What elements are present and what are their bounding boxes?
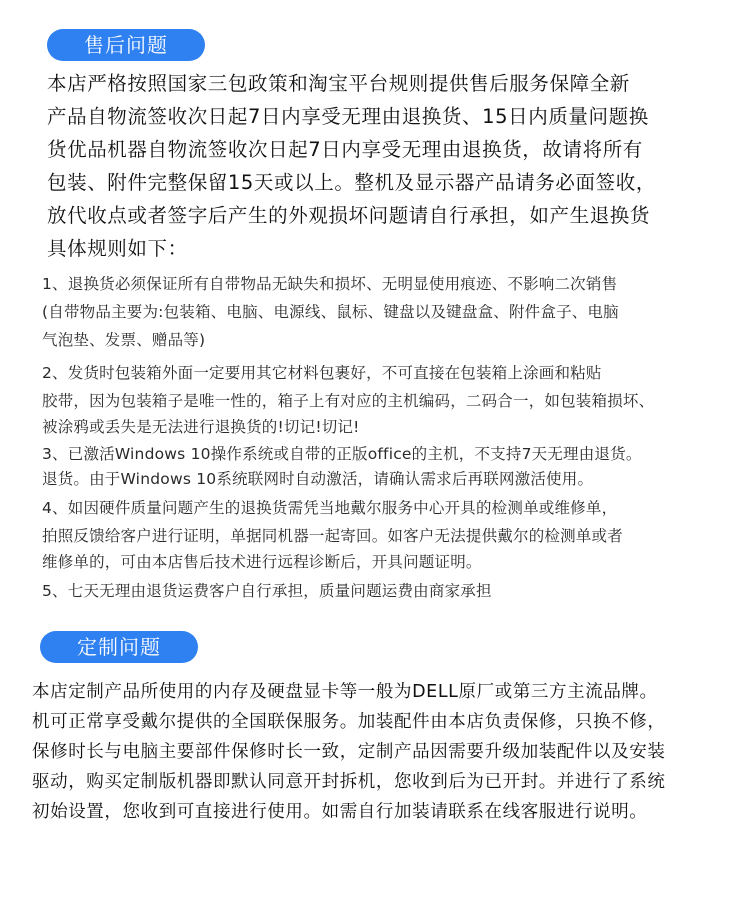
- aftersales-intro-line: 具体规则如下：: [47, 237, 188, 260]
- aftersales-intro-line: 放代收点或者签字后产生的外观损坏问题请自行承担，如产生退换货: [47, 204, 651, 227]
- aftersales-rule-line: 维修单的，可由本店售后技术进行远程诊断后，开具问题证明。: [42, 553, 482, 571]
- custom-text-line: 保修时长与电脑主要部件保修时长一致，定制产品因需要升级加装配件以及安装: [32, 742, 666, 762]
- section-title-custom: 定制问题: [40, 631, 198, 663]
- section-title-aftersales: 售后问题: [47, 29, 205, 61]
- aftersales-rule-line: 5、七天无理由退货运费客户自行承担，质量问题运费由商家承担: [42, 582, 492, 600]
- aftersales-rule-line: 胶带，因为包装箱子是唯一性的，箱子上有对应的主机编码，二码合一，如包装箱损坏、: [42, 392, 655, 410]
- aftersales-rule-line: 3、已激活Windows 10操作系统或自带的正版office的主机，不支持7天无理由退货。: [42, 445, 642, 463]
- aftersales-intro-line: 产品自物流签收次日起7日内享受无理由退换货、15日内质量问题换: [47, 105, 649, 128]
- aftersales-rule-line: 4、如因硬件质量问题产生的退换货需凭当地戴尔服务中心开具的检测单或维修单，: [42, 499, 618, 517]
- aftersales-rule-line: 拍照反馈给客户进行证明，单据同机器一起寄回。如客户无法提供戴尔的检测单或者: [42, 527, 623, 545]
- aftersales-rule-line: (自带物品主要为:包装箱、电脑、电源线、鼠标、键盘以及键盘盒、附件盒子、电脑: [42, 303, 619, 321]
- custom-text-line: 初始设置，您收到可直接进行使用。如需自行加装请联系在线客服进行说明。: [32, 802, 648, 822]
- custom-text-line: 驱动，购买定制版机器即默认同意开封拆机，您收到后为已开封。并进行了系统: [32, 772, 666, 792]
- aftersales-rule-line: 气泡垫、发票、赠品等): [42, 331, 206, 349]
- aftersales-rule-line: 被涂鸦或丢失是无法进行退换货的!切记!切记!: [42, 418, 360, 436]
- aftersales-intro-line: 本店严格按照国家三包政策和淘宝平台规则提供售后服务保障全新: [47, 72, 630, 95]
- aftersales-rule-line: 2、发货时包装箱外面一定要用其它材料包裹好，不可直接在包装箱上涂画和粘贴: [42, 364, 602, 382]
- aftersales-intro-line: 货优品机器自物流签收次日起7日内享受无理由退换货，故请将所有: [47, 138, 643, 161]
- aftersales-rule-line: 1、退换货必须保证所有自带物品无缺失和损坏、无明显使用痕迹、不影响二次销售: [42, 275, 618, 293]
- aftersales-rule-line: 退货。由于Windows 10系统联网时自动激活，请确认需求后再联网激活使用。: [42, 470, 594, 488]
- custom-text-line: 本店定制产品所使用的内存及硬盘显卡等一般为DELL原厂或第三方主流品牌。: [32, 682, 658, 702]
- custom-text-line: 机可正常享受戴尔提供的全国联保服务。加装配件由本店负责保修，只换不修，: [32, 712, 666, 732]
- aftersales-intro-line: 包装、附件完整保留15天或以上。整机及显示器产品请务必面签收，: [47, 171, 656, 194]
